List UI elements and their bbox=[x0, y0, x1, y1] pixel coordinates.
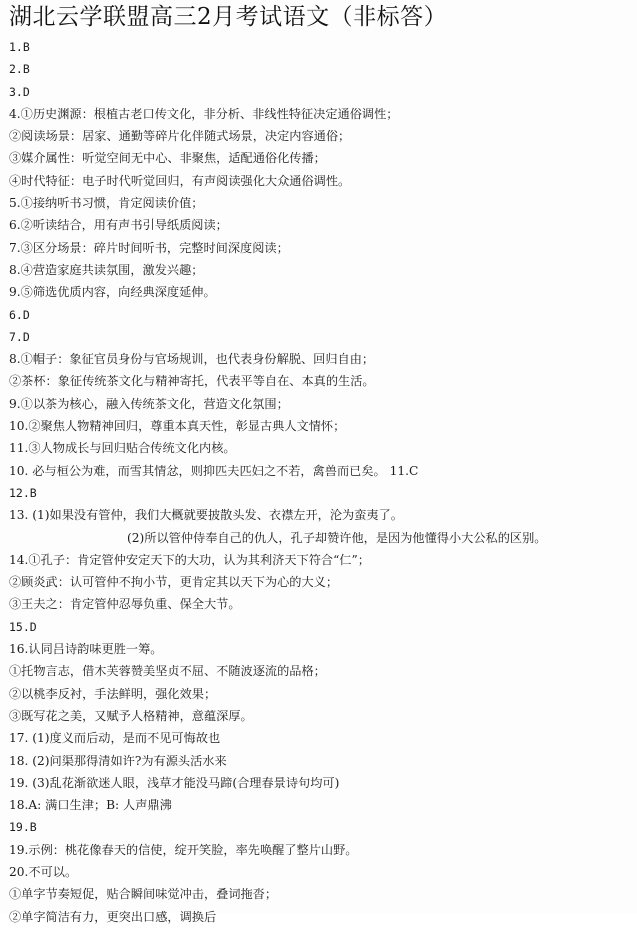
answer-line: 18.A: 满口生津；B: 人声鼎沸 bbox=[9, 798, 172, 813]
page-title: 湖北云学联盟高三2月考试语文（非标答） bbox=[9, 4, 448, 30]
answer-line: 10.②聚焦人物精神回归，尊重本真天性，彰显古典人文情怀； bbox=[9, 419, 346, 434]
answer-line: 20.不可以。 bbox=[9, 864, 78, 879]
answer-line: 16.认同吕诗韵味更胜一筹。 bbox=[9, 642, 163, 657]
answer-line: 13. (1)如果没有管仲，我们大概就要披散头发、衣襟左开，沦为蛮夷了。 bbox=[9, 508, 403, 523]
answer-line: 6.②听读结合，用有声书引导纸质阅读； bbox=[9, 218, 228, 233]
answer-line: (2)所以管仲侍奉自己的仇人，孔子却赞许他，是因为他懂得小大公私的区别。 bbox=[127, 530, 547, 545]
answer-line: 8.④营造家庭共读氛围，激发兴趣； bbox=[9, 262, 204, 277]
answer-line: 17. (1)度义而后动，是而不见可悔故也 bbox=[9, 731, 221, 746]
answer-line: 9.①以茶为核心，融入传统茶文化，营造文化氛围； bbox=[9, 396, 289, 411]
answer-line: 2.B bbox=[9, 62, 30, 77]
answer-line: 19. (3)乱花渐欲迷人眼，浅草才能没马蹄(合理春景诗句均可) bbox=[9, 775, 340, 790]
answer-line: 19.B bbox=[9, 820, 37, 835]
answer-line: 19.示例：桃花像春天的信使，绽开笑脸，率先唤醒了整片山野。 bbox=[9, 842, 358, 857]
answer-line: 15.D bbox=[9, 619, 37, 634]
answer-line: 8.①帽子：象征官员身份与官场规训，也代表身份解脱、回归自由； bbox=[9, 352, 375, 367]
answer-line: ④时代特征：电子时代听觉回归，有声阅读强化大众通俗调性。 bbox=[9, 173, 351, 188]
answer-line: ②顾炎武：认可管仲不拘小节，更肯定其以天下为心的大义； bbox=[9, 575, 339, 590]
answer-line: ②单字简洁有力，更突出口感，调换后 bbox=[9, 909, 217, 924]
answer-line: ③王夫之：肯定管仲忍辱负重、保全大节。 bbox=[9, 597, 241, 612]
answer-line: ②茶杯：象征传统茶文化与精神寄托，代表平等自在、本真的生活。 bbox=[9, 374, 375, 389]
answer-line: 9.⑤筛选优质内容，向经典深度延伸。 bbox=[9, 285, 216, 300]
answer-line: 7.D bbox=[9, 329, 30, 344]
answer-line: 6.D bbox=[9, 307, 30, 322]
answer-line: 4.①历史渊源：根植古老口传文化，非分析、非线性特征决定通俗调性； bbox=[9, 106, 399, 121]
answer-line: ②以桃李反衬，手法鲜明，强化效果； bbox=[9, 686, 217, 701]
answer-list bbox=[9, 36, 629, 928]
answer-line: 5.①接纳听书习惯，肯定阅读价值； bbox=[9, 196, 204, 211]
answer-line: 12.B bbox=[9, 485, 37, 500]
answer-line: 3.D bbox=[9, 84, 30, 99]
answer-line: ③媒介属性：听觉空间无中心、非聚焦，适配通俗化传播； bbox=[9, 151, 326, 166]
answer-line: 7.③区分场景：碎片时间听书，完整时间深度阅读； bbox=[9, 240, 289, 255]
answer-line: ①单字节奏短促，贴合瞬间味觉冲击，叠词拖沓； bbox=[9, 887, 278, 902]
answer-line: 14.①孔子：肯定管仲安定天下的大功，认为其利济天下符合“仁”； bbox=[9, 552, 370, 567]
answer-line: ③既写花之美，又赋予人格精神，意蕴深厚。 bbox=[9, 708, 253, 723]
answer-line: 11.③人物成长与回归贴合传统文化内核。 bbox=[9, 441, 236, 456]
answer-line: 18. (2)问渠那得清如许?为有源头活水来 bbox=[9, 753, 227, 768]
answer-line: ①托物言志，借木芙蓉赞美坚贞不屈、不随波逐流的品格； bbox=[9, 664, 326, 679]
answer-line: ②阅读场景：居家、通勤等碎片化伴随式场景，决定内容通俗； bbox=[9, 129, 351, 144]
answer-line: 1.B bbox=[9, 40, 30, 54]
answer-line: 10. 必与桓公为难，而雪其情忿，则抑匹夫匹妇之不若，禽兽而已矣。 11.C bbox=[9, 463, 419, 478]
